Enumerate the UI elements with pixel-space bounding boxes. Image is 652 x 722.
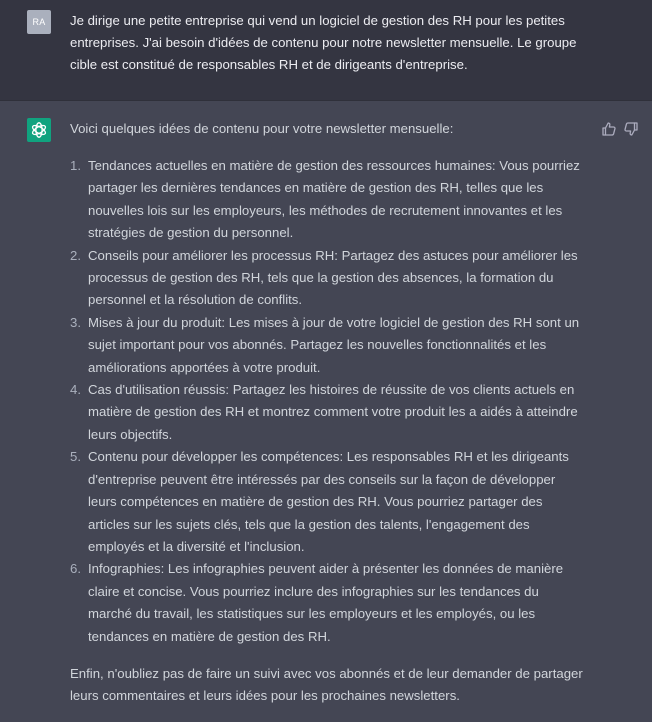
list-item-number: 1. xyxy=(70,158,81,173)
list-item-text: Conseils pour améliorer les processus RH: Partagez des astuces pour améliorer les processus de gestion des RH, tels que la gestion des absences, la formation du personnel et la résolution de conflits. xyxy=(88,247,578,308)
list-item xyxy=(70,379,582,446)
openai-logo-icon xyxy=(30,121,48,139)
user-avatar: RA xyxy=(27,10,51,34)
list-item xyxy=(70,312,582,379)
list-item-number: 6. xyxy=(70,561,81,577)
list-item-text: Mises à jour du produit: Les mises à jour de votre logiciel de gestion des RH sont un sujet important pour vos abonnés. Partagez les nouvelles fonctionnalités et les améliorations apportées à votre produit. xyxy=(88,314,580,375)
thumbs-down-icon xyxy=(623,121,639,137)
list-item xyxy=(70,446,582,558)
list-item-text: Contenu pour développer les compétences: Les responsables RH et les dirigeants d'entreprise peuvent être intéressés par des conseils sur la façon de développer leurs compétences en matière de gestion des RH. Vous pourriez partager des articles sur les sujets clés, tels que la gestion des talents, l'engagement des employés et la diversité et l'inclusion. xyxy=(88,449,569,554)
thumbs-down-button[interactable] xyxy=(623,121,639,137)
thumbs-up-button[interactable] xyxy=(601,121,617,137)
list-item-number: 3. xyxy=(70,314,81,330)
list-item xyxy=(70,558,582,648)
list-item-number: 2. xyxy=(70,247,81,263)
list-item-text: Tendances actuelles en matière de gestion des ressources humaines: Vous pourriez partager les dernières tendances en matière de gestion des RH, telles que les nouvelles lois sur les employeurs, les méthodes de recrutement innovantes et les stratégies de gestion du personnel. xyxy=(88,158,580,241)
content-ideas-list xyxy=(70,155,582,648)
assistant-intro-text: Voici quelques idées de contenu pour votre newsletter mensuelle: xyxy=(70,121,454,136)
list-item-text: Infographies: Les infographies peuvent aider à présenter les données de manière claire et concise. Vous pourriez inclure des infographies sur les tendances du marché du travail, les statistiques sur les employeurs et les employés, ou les tendances en matière de gestion des RH. xyxy=(88,561,564,644)
thumbs-up-icon xyxy=(601,121,617,137)
list-item-text: Cas d'utilisation réussis: Partagez les histoires de réussite de vos clients actuels en matière de gestion des RH et montrez comment votre produit les a aidés à atteindre leurs objectifs. xyxy=(88,382,578,442)
list-item xyxy=(70,245,582,312)
list-item xyxy=(70,155,582,245)
list-item-number: 5. xyxy=(70,449,81,465)
assistant-message-row xyxy=(0,101,652,722)
user-message-row xyxy=(0,0,652,101)
assistant-avatar xyxy=(27,118,51,142)
user-message-text: Je dirige une petite entreprise qui vend un logiciel de gestion des RH pour les petites entreprises. J'ai besoin d'idées de contenu pour notre newsletter mensuelle. Le groupe cible est constitué de responsables RH et de dirigeants d'entreprise. xyxy=(70,13,577,72)
assistant-closing-text: Enfin, n'oubliez pas de faire un suivi avec vos abonnés et de leur demander de partager leurs commentaires et leurs idées pour les prochaines newsletters. xyxy=(70,666,583,704)
list-item-number: 4. xyxy=(70,382,81,398)
